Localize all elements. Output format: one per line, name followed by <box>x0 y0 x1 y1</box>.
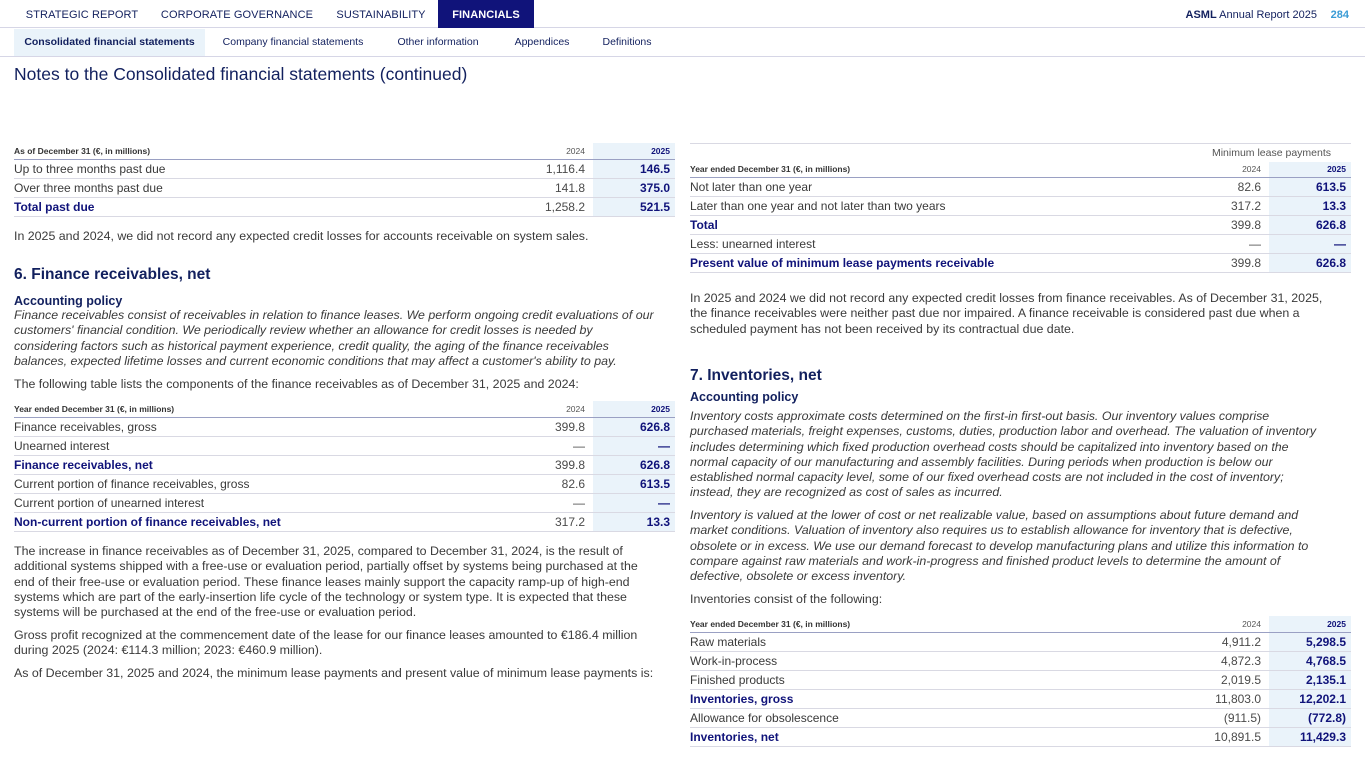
table-header-label: Year ended December 31 (€, in millions) <box>690 616 1199 632</box>
row-value-2024: 1,258.2 <box>523 197 593 216</box>
text-line: market conditions. Valuation of inventory also requires us to establish allowance for inventory that is defective, <box>690 523 1293 538</box>
text-line: end of their free-use or evaluation period. These finance leases mainly support the capacity ramp-up of high-end <box>14 574 630 589</box>
column-2024: 2024 <box>523 401 593 417</box>
row-value-2025: 626.8 <box>1269 254 1351 273</box>
row-value-2025: 626.8 <box>1269 216 1351 235</box>
table-row <box>690 651 1351 670</box>
table-header-label: Year ended December 31 (€, in millions) <box>14 401 523 417</box>
row-label: Current portion of finance receivables, gross <box>14 474 523 493</box>
total-row <box>690 689 1351 708</box>
tab-corporate-governance[interactable]: CORPORATE GOVERNANCE <box>160 9 314 21</box>
table-header-label: Year ended December 31 (€, in millions) <box>690 162 1199 178</box>
text-line: In 2025 and 2024 we did not record any expected credit losses from finance receivables. As of December 31, 2025, <box>690 291 1323 305</box>
table-header-row <box>690 616 1351 632</box>
row-value-2025: 146.5 <box>593 159 675 178</box>
row-label: Inventories, gross <box>690 689 1199 708</box>
row-value-2025: 5,298.5 <box>1269 632 1351 651</box>
row-label: Over three months past due <box>14 178 523 197</box>
row-value-2025: 11,429.3 <box>1269 727 1351 746</box>
column-2024: 2024 <box>523 143 593 159</box>
row-value-2024: 11,803.0 <box>1199 689 1269 708</box>
column-2025: 2025 <box>1269 162 1351 178</box>
text-line: Finance receivables consist of receivables in relation to finance leases. We perform ongoing credit evaluations of our <box>14 308 654 322</box>
table-row <box>690 197 1351 216</box>
finance-credit-paragraph <box>690 291 1322 337</box>
table-row <box>14 436 675 455</box>
row-value-2024: 399.8 <box>1199 216 1269 235</box>
row-value-2025: 4,768.5 <box>1269 651 1351 670</box>
row-label: Current portion of unearned interest <box>14 493 523 512</box>
row-value-2025: 521.5 <box>593 197 675 216</box>
table-header-row <box>14 401 675 417</box>
row-value-2024: 399.8 <box>1199 254 1269 273</box>
column-2024: 2024 <box>1199 162 1269 178</box>
section-6-policy-text <box>14 308 654 369</box>
row-value-2024: 82.6 <box>523 474 593 493</box>
text-line: systems which are part of the early-insertion life cycle of the technology or system type. It is expected that these <box>14 589 627 604</box>
subtab-appendices[interactable]: Appendices <box>514 36 570 48</box>
tab-strategic-report[interactable]: STRATEGIC REPORT <box>25 9 139 21</box>
sub-navigation <box>0 29 1365 57</box>
section-7-policy-heading: Accounting policy <box>690 390 799 404</box>
text-line: additional systems shipped with a free-use or evaluation period, partially offset by systems being purchased at the <box>14 559 638 574</box>
row-value-2024: 2,019.5 <box>1199 670 1269 689</box>
table-row <box>690 178 1351 197</box>
table-row <box>690 670 1351 689</box>
table-row <box>690 708 1351 727</box>
subtab-definitions[interactable]: Definitions <box>602 36 652 48</box>
row-value-2024: 4,872.3 <box>1199 651 1269 670</box>
text-line: obsolete or in excess. We use our demand forecast to develop manufacturing plans and utilize this information to <box>690 538 1309 553</box>
text-line: purchased materials, freight expenses, customs, duties, production labor and overhead. The valuation of inventory <box>690 424 1317 439</box>
tab-sustainability[interactable]: SUSTAINABILITY <box>336 9 426 21</box>
row-label: Later than one year and not later than two years <box>690 197 1199 216</box>
row-value-2025: 613.5 <box>593 474 675 493</box>
subtab-consolidated-financial-statements[interactable]: Consolidated financial statements <box>14 29 205 56</box>
report-brand <box>1186 0 1317 31</box>
table-row <box>690 235 1351 254</box>
row-value-2024: 317.2 <box>1199 197 1269 216</box>
text-line: the finance receivables were neither past due nor impaired. A finance receivable is considered past due when a <box>690 306 1300 321</box>
row-label: Up to three months past due <box>14 159 523 178</box>
total-row <box>14 197 675 216</box>
row-label: Less: unearned interest <box>690 235 1199 254</box>
table-row <box>14 178 675 197</box>
row-label: Raw materials <box>690 632 1199 651</box>
column-2025: 2025 <box>1269 616 1351 632</box>
text-line: scheduled payment has not been received by its contractual due date. <box>690 321 1075 336</box>
table-row <box>14 493 675 512</box>
finance-receivables-table <box>14 401 675 532</box>
table-row <box>690 632 1351 651</box>
row-label: Unearned interest <box>14 436 523 455</box>
text-line: customers' financial condition. We periodically review whether an allowance for credit losses is needed by <box>14 323 593 338</box>
row-value-2025: (772.8) <box>1269 708 1351 727</box>
text-line: Gross profit recognized at the commencement date of the lease for our finance leases amounted to €186.4 million <box>14 628 638 642</box>
section-7-heading: 7. Inventories, net <box>690 367 822 384</box>
text-line: during 2025 (2024: €114.3 million; 2023: €460.9 million). <box>14 643 323 658</box>
row-label: Finance receivables, net <box>14 455 523 474</box>
row-value-2024: 141.8 <box>523 178 593 197</box>
total-row <box>690 254 1351 273</box>
row-value-2024: 399.8 <box>523 417 593 436</box>
row-label: Work-in-process <box>690 651 1199 670</box>
row-value-2024: 10,891.5 <box>1199 727 1269 746</box>
min-lease-intro-paragraph: As of December 31, 2025 and 2024, the minimum lease payments and present value of minimum lease payments is: <box>14 666 654 680</box>
total-row <box>690 727 1351 746</box>
text-line: Inventory costs approximate costs determined on the first-in first-out basis. Our inventory values comprise <box>690 409 1270 423</box>
past-due-table <box>14 143 675 217</box>
row-value-2025: — <box>593 493 675 512</box>
row-value-2024: — <box>1199 235 1269 254</box>
inventories-table <box>690 616 1351 747</box>
text-line: defective, obsolete or excess inventory. <box>690 569 907 584</box>
row-label: Finished products <box>690 670 1199 689</box>
row-value-2025: 13.3 <box>1269 197 1351 216</box>
row-value-2025: 626.8 <box>593 455 675 474</box>
text-line: systems will be purchased at the end of the free-use or evaluation period. <box>14 605 417 620</box>
row-value-2024: 82.6 <box>1199 178 1269 197</box>
row-value-2024: 4,911.2 <box>1199 632 1269 651</box>
section-6-heading: 6. Finance receivables, net <box>14 266 211 283</box>
page-title: Notes to the Consolidated financial statements (continued) <box>14 64 468 84</box>
row-label: Allowance for obsolescence <box>690 708 1199 727</box>
row-value-2024: 399.8 <box>523 455 593 474</box>
text-line: includes determining which fixed production overhead costs should be capitalized into inventory based on the <box>690 439 1289 454</box>
super-header-label: Minimum lease payments <box>1211 146 1331 159</box>
row-label: Inventories, net <box>690 727 1199 746</box>
table-header-row <box>690 162 1351 178</box>
subtab-other-information[interactable]: Other information <box>397 36 479 48</box>
row-label: Not later than one year <box>690 178 1199 197</box>
row-value-2025: 13.3 <box>593 512 675 531</box>
text-line: considering factors such as historical payment experience, credit quality, the aging of the finance receivables <box>14 338 609 353</box>
section-7-intro: Inventories consist of the following: <box>690 592 883 606</box>
column-2025: 2025 <box>593 143 675 159</box>
table-super-header-row <box>690 144 1351 162</box>
page-number: 284 <box>1330 9 1349 21</box>
tab-financials[interactable]: FINANCIALS <box>438 0 534 28</box>
row-value-2024: 317.2 <box>523 512 593 531</box>
text-line: instead, they are recognized as cost of sales as incurred. <box>690 485 1003 500</box>
section-7-policy-text-2 <box>690 508 1308 584</box>
gross-profit-paragraph <box>14 628 637 659</box>
section-7-policy-text-1 <box>690 409 1316 501</box>
total-row <box>14 512 675 531</box>
text-line: The increase in finance receivables as of December 31, 2025, compared to December 31, 2024, is the result of <box>14 544 623 558</box>
row-label: Finance receivables, gross <box>14 417 523 436</box>
column-2025: 2025 <box>593 401 675 417</box>
row-value-2024: 1,116.4 <box>523 159 593 178</box>
row-label: Non-current portion of finance receivables, net <box>14 512 523 531</box>
subtab-company-financial-statements[interactable]: Company financial statements <box>222 36 364 48</box>
row-value-2025: 613.5 <box>1269 178 1351 197</box>
min-lease-table <box>690 143 1351 273</box>
table-row <box>14 474 675 493</box>
text-line: normal capacity of our manufacturing and assembly facilities. During periods when production is below our <box>690 454 1273 469</box>
credit-losses-paragraph: In 2025 and 2024, we did not record any expected credit losses for accounts receivable on system sales. <box>14 229 589 243</box>
total-row <box>14 455 675 474</box>
row-label: Present value of minimum lease payments receivable <box>690 254 1199 273</box>
section-6-policy-heading: Accounting policy <box>14 294 123 308</box>
text-line: compare against raw materials and work-in-progress and finished product levels to determine the amount of <box>690 553 1281 568</box>
row-value-2025: 12,202.1 <box>1269 689 1351 708</box>
row-value-2025: 375.0 <box>593 178 675 197</box>
top-navigation <box>0 0 1365 28</box>
row-value-2025: — <box>593 436 675 455</box>
row-value-2024: — <box>523 436 593 455</box>
text-line: balances, expected lifetime losses and current economic conditions that may affect a customer's ability to pay. <box>14 353 617 368</box>
row-value-2025: 2,135.1 <box>1269 670 1351 689</box>
row-value-2025: 626.8 <box>593 417 675 436</box>
column-2024: 2024 <box>1199 616 1269 632</box>
table-row <box>14 159 675 178</box>
row-value-2024: (911.5) <box>1199 708 1269 727</box>
total-row <box>690 216 1351 235</box>
section-6-intro: The following table lists the components of the finance receivables as of December 31, 2025 and 2024: <box>14 377 579 391</box>
row-label: Total <box>690 216 1199 235</box>
brand-name: ASML <box>1185 9 1217 21</box>
table-header-row <box>14 143 675 159</box>
row-label: Total past due <box>14 197 523 216</box>
increase-paragraph <box>14 544 638 620</box>
row-value-2025: — <box>1269 235 1351 254</box>
text-line: Inventory is valued at the lower of cost or net realizable value, based on assumptions about future demand and <box>690 508 1299 522</box>
brand-title: Annual Report 2025 <box>1216 9 1317 21</box>
table-row <box>14 417 675 436</box>
text-line: established normal capacity level, some of our fixed overhead costs are not included in the cost of inventory; <box>690 470 1284 485</box>
row-value-2024: — <box>523 493 593 512</box>
table-header-label: As of December 31 (€, in millions) <box>14 143 523 159</box>
